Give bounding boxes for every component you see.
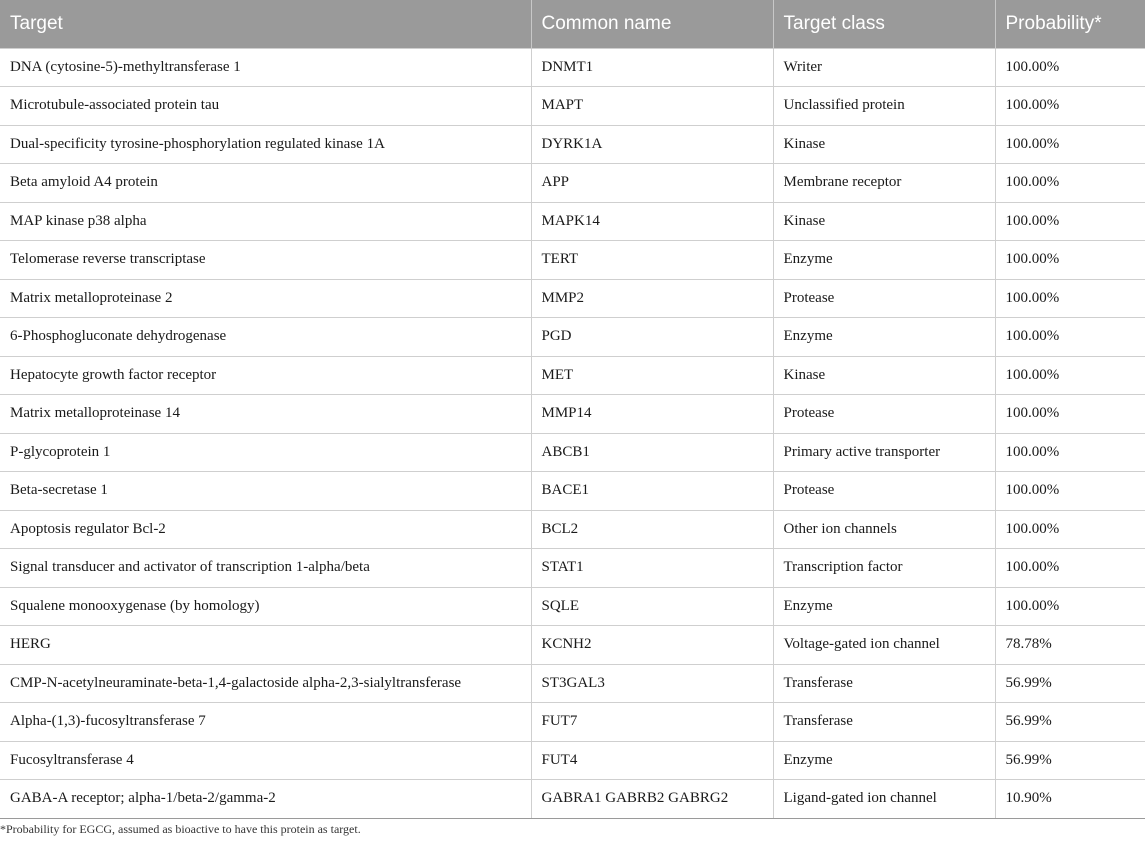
cell-common-name: KCNH2 [531,626,773,665]
cell-probability: 100.00% [995,549,1145,588]
cell-target: Microtubule-associated protein tau [0,87,531,126]
cell-target: DNA (cytosine-5)-methyltransferase 1 [0,48,531,87]
table-row [0,164,1145,203]
cell-common-name: ST3GAL3 [531,664,773,703]
table-row [0,472,1145,511]
cell-probability: 100.00% [995,279,1145,318]
cell-target-class: Unclassified protein [773,87,995,126]
cell-target-class: Enzyme [773,318,995,357]
cell-target: GABA-A receptor; alpha-1/beta-2/gamma-2 [0,780,531,819]
cell-target: MAP kinase p38 alpha [0,202,531,241]
cell-probability: 100.00% [995,125,1145,164]
table-row [0,587,1145,626]
cell-common-name: MMP14 [531,395,773,434]
cell-target: Signal transducer and activator of transcription 1-alpha/beta [0,549,531,588]
cell-target: Squalene monooxygenase (by homology) [0,587,531,626]
cell-common-name: MAPT [531,87,773,126]
cell-target: P-glycoprotein 1 [0,433,531,472]
cell-common-name: GABRA1 GABRB2 GABRG2 [531,780,773,819]
table-row [0,48,1145,87]
table-header [0,0,1145,48]
cell-common-name: TERT [531,241,773,280]
cell-common-name: DNMT1 [531,48,773,87]
cell-probability: 100.00% [995,356,1145,395]
header-common-name: Common name [531,0,773,48]
cell-target: Dual-specificity tyrosine-phosphorylation regulated kinase 1A [0,125,531,164]
table-row [0,125,1145,164]
table-row [0,279,1145,318]
cell-target-class: Transferase [773,664,995,703]
cell-probability: 100.00% [995,87,1145,126]
table-row [0,510,1145,549]
cell-target: Matrix metalloproteinase 14 [0,395,531,434]
cell-target-class: Kinase [773,356,995,395]
cell-common-name: DYRK1A [531,125,773,164]
cell-target-class: Transferase [773,703,995,742]
cell-probability: 100.00% [995,587,1145,626]
cell-target: Hepatocyte growth factor receptor [0,356,531,395]
cell-target: CMP-N-acetylneuraminate-beta-1,4-galactoside alpha-2,3-sialyltransferase [0,664,531,703]
cell-probability: 56.99% [995,703,1145,742]
cell-common-name: MET [531,356,773,395]
table-row [0,549,1145,588]
cell-target: Beta amyloid A4 protein [0,164,531,203]
cell-target: Fucosyltransferase 4 [0,741,531,780]
cell-target: Alpha-(1,3)-fucosyltransferase 7 [0,703,531,742]
cell-probability: 100.00% [995,48,1145,87]
cell-probability: 100.00% [995,164,1145,203]
cell-target-class: Membrane receptor [773,164,995,203]
header-target: Target [10,12,63,34]
table-row [0,87,1145,126]
cell-target: Telomerase reverse transcriptase [0,241,531,280]
table-row [0,433,1145,472]
cell-common-name: MMP2 [531,279,773,318]
cell-common-name: SQLE [531,587,773,626]
cell-common-name: APP [531,164,773,203]
table-row [0,626,1145,665]
table-row [0,703,1145,742]
cell-target: 6-Phosphogluconate dehydrogenase [0,318,531,357]
cell-target-class: Enzyme [773,741,995,780]
cell-target: Apoptosis regulator Bcl-2 [0,510,531,549]
cell-probability: 100.00% [995,202,1145,241]
table-body [0,48,1145,818]
cell-common-name: STAT1 [531,549,773,588]
table-row [0,395,1145,434]
cell-target-class: Kinase [773,125,995,164]
cell-target-class: Primary active transporter [773,433,995,472]
cell-common-name: FUT7 [531,703,773,742]
header-target-class: Target class [773,0,995,48]
cell-common-name: MAPK14 [531,202,773,241]
cell-common-name: BACE1 [531,472,773,511]
cell-probability: 56.99% [995,741,1145,780]
table-row [0,664,1145,703]
table-row [0,241,1145,280]
table-row [0,780,1145,819]
cell-target-class: Other ion channels [773,510,995,549]
cell-common-name: BCL2 [531,510,773,549]
table-row [0,318,1145,357]
cell-probability: 100.00% [995,318,1145,357]
cell-common-name: FUT4 [531,741,773,780]
cell-target-class: Enzyme [773,587,995,626]
cell-probability: 100.00% [995,241,1145,280]
cell-target-class: Transcription factor [773,549,995,588]
cell-common-name: PGD [531,318,773,357]
cell-target-class: Voltage-gated ion channel [773,626,995,665]
cell-target: Beta-secretase 1 [0,472,531,511]
cell-target: Matrix metalloproteinase 2 [0,279,531,318]
table-row [0,202,1145,241]
cell-probability: 100.00% [995,472,1145,511]
cell-probability: 78.78% [995,626,1145,665]
cell-probability: 10.90% [995,780,1145,819]
cell-target-class: Protease [773,472,995,511]
table-footnote: *Probability for EGCG, assumed as bioactive to have this protein as target. [0,822,361,836]
cell-probability: 100.00% [995,510,1145,549]
table-row [0,741,1145,780]
cell-common-name: ABCB1 [531,433,773,472]
cell-target-class: Ligand-gated ion channel [773,780,995,819]
cell-target-class: Protease [773,279,995,318]
cell-target-class: Writer [773,48,995,87]
cell-target-class: Enzyme [773,241,995,280]
cell-probability: 100.00% [995,433,1145,472]
cell-probability: 100.00% [995,395,1145,434]
header-row [0,0,1145,48]
cell-probability: 56.99% [995,664,1145,703]
cell-target: HERG [0,626,531,665]
table-row [0,356,1145,395]
cell-target-class: Kinase [773,202,995,241]
cell-target-class: Protease [773,395,995,434]
header-probability: Probability* [995,0,1145,48]
